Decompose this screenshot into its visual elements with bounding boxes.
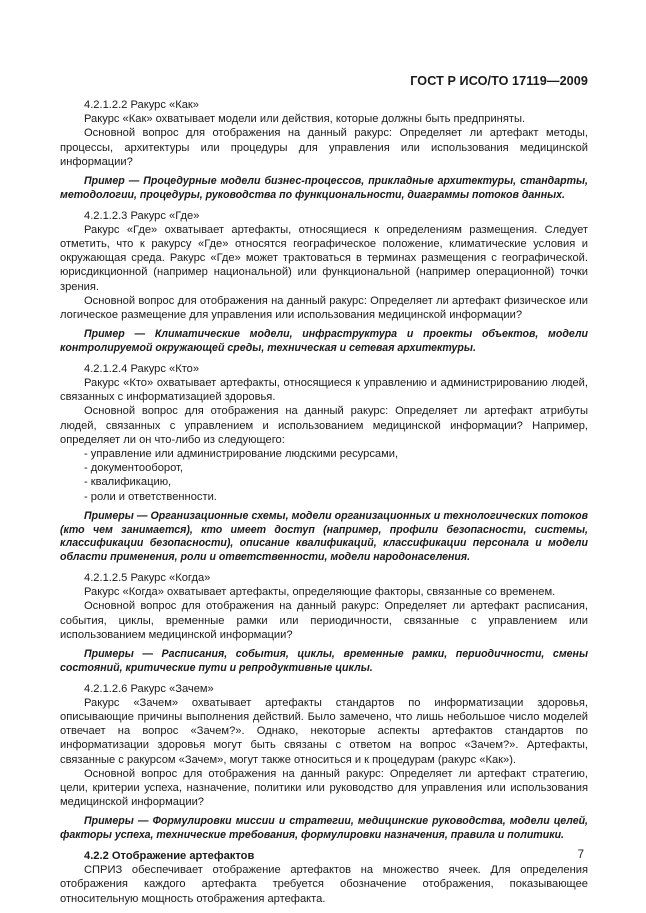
list-item: - управление или администрирование людскими ресурсами, bbox=[84, 448, 399, 461]
page-number: 7 bbox=[577, 849, 584, 861]
list-item: - документооборот, bbox=[84, 462, 184, 475]
subsection-heading: 4.2.1.2.4 Ракурс «Кто» bbox=[84, 362, 200, 375]
paragraph: Ракурс «Кто» охватывает артефакты, относящиеся к управлению и администрированию людей, связанных с информатизацией здоровья. bbox=[60, 377, 588, 404]
section-heading: 4.2.2 Отображение артефактов bbox=[84, 850, 255, 863]
paragraph: Основной вопрос для отображения на данный ракурс: Определяет ли артефакт расписания, события, циклы, временные рамки или периодичности, связанные с управлением или использованием медицинской информации? bbox=[60, 600, 588, 641]
example-note: Примеры — Расписания, события, циклы, временные рамки, периодичности, смены состояний, критические пути и репродуктивные циклы. bbox=[60, 648, 588, 674]
subsection-heading: 4.2.1.2.5 Ракурс «Когда» bbox=[84, 572, 211, 585]
paragraph: Основной вопрос для отображения на данный ракурс: Определяет ли артефакт атрибуты людей, связанных с управлением и использованием медицинской информации? Например, определяет ли он что-либо из следующего: bbox=[60, 405, 588, 446]
paragraph: Ракурс «Зачем» охватывает артефакты стандартов по информатизации здоровья, описывающие причины выполнения действий. Было замечено, что лишь небольшое число моделей отвечает на вопрос «Зачем?». Однако, некоторые аспекты артефактов стандартов по информатизации здоровья могут быть связаны с ответом на вопрос «Зачем?». Артефакты, связанные с ракурсом «Зачем», могут также относиться и к процедурам (ракурс «Как»). bbox=[60, 696, 588, 766]
list-item: - роли и ответственности. bbox=[84, 490, 217, 503]
paragraph: Ракурс «Когда» охватывает артефакты, определяющие факторы, связанные со временем. bbox=[84, 586, 556, 599]
subsection-heading: 4.2.1.2.2 Ракурс «Как» bbox=[84, 99, 199, 111]
paragraph: Ракурс «Где» охватывает артефакты, относящиеся к определениям размещения. Следует отметить, что к ракурсу «Где» относятся географическое положение, климатические условия и окружающая среда. Ракурс «Где» может трактоваться в терминах размещения с географической. юрисдикционной (например национальной) или функциональной (например операционной) точки зрения. bbox=[60, 223, 588, 293]
list-item: - квалификацию, bbox=[84, 476, 172, 489]
example-note: Примеры — Организационные схемы, модели организационных и технологических потоков (кто чем занимается), кто имеет доступ (например, профили безопасности, системы, классификации безопасности), описание квалификаций, классификации персонала и модели области применения, роли и ответственности, модели народонаселения. bbox=[60, 509, 588, 564]
subsection-heading: 4.2.1.2.3 Ракурс «Где» bbox=[84, 209, 200, 222]
document-body bbox=[60, 98, 588, 906]
paragraph: Основной вопрос для отображения на данный ракурс: Определяет ли артефакт стратегию, цели, критерии успеха, назначение, политики или руководство для управления или использования медицинской информации? bbox=[60, 767, 588, 809]
paragraph: Основной вопрос для отображения на данный ракурс: Определяет ли артефакт физическое или логическое размещение для управления или использования медицинской информации? bbox=[60, 294, 588, 322]
example-note: Пример — Процедурные модели бизнес-процессов, прикладные архитектуры, стандарты, методологии, процедуры, руководства по функциональности, диаграммы потоков данных. bbox=[60, 175, 588, 201]
example-note: Пример — Климатические модели, инфраструктура и проекты объектов, модели контролируемой окружающей среды, техническая и сетевая архитектуры. bbox=[60, 328, 588, 355]
paragraph: Основной вопрос для отображения на данный ракурс: Определяет ли артефакт методы, процессы, архитектуры или процедуры для управления или использования медицинской информации? bbox=[60, 127, 588, 168]
subsection-heading: 4.2.1.2.6 Ракурс «Зачем» bbox=[84, 682, 214, 695]
paragraph: Ракурс «Как» охватывает модели или действия, которые должны быть предприняты. bbox=[84, 113, 526, 126]
document-header: ГОСТ Р ИСО/ТО 17119—2009 bbox=[410, 74, 588, 88]
paragraph: СПРИЗ обеспечивает отображение артефактов на множество ячеек. Для определения отображения каждого артефакта требуется обозначение отображения, показывающее относительную мощность отображения артефакта. bbox=[60, 864, 588, 905]
example-note: Примеры — Формулировки миссии и стратегии, медицинские руководства, модели целей, факторы успеха, технические требования, формулировки назначения, правила и политики. bbox=[60, 815, 588, 842]
